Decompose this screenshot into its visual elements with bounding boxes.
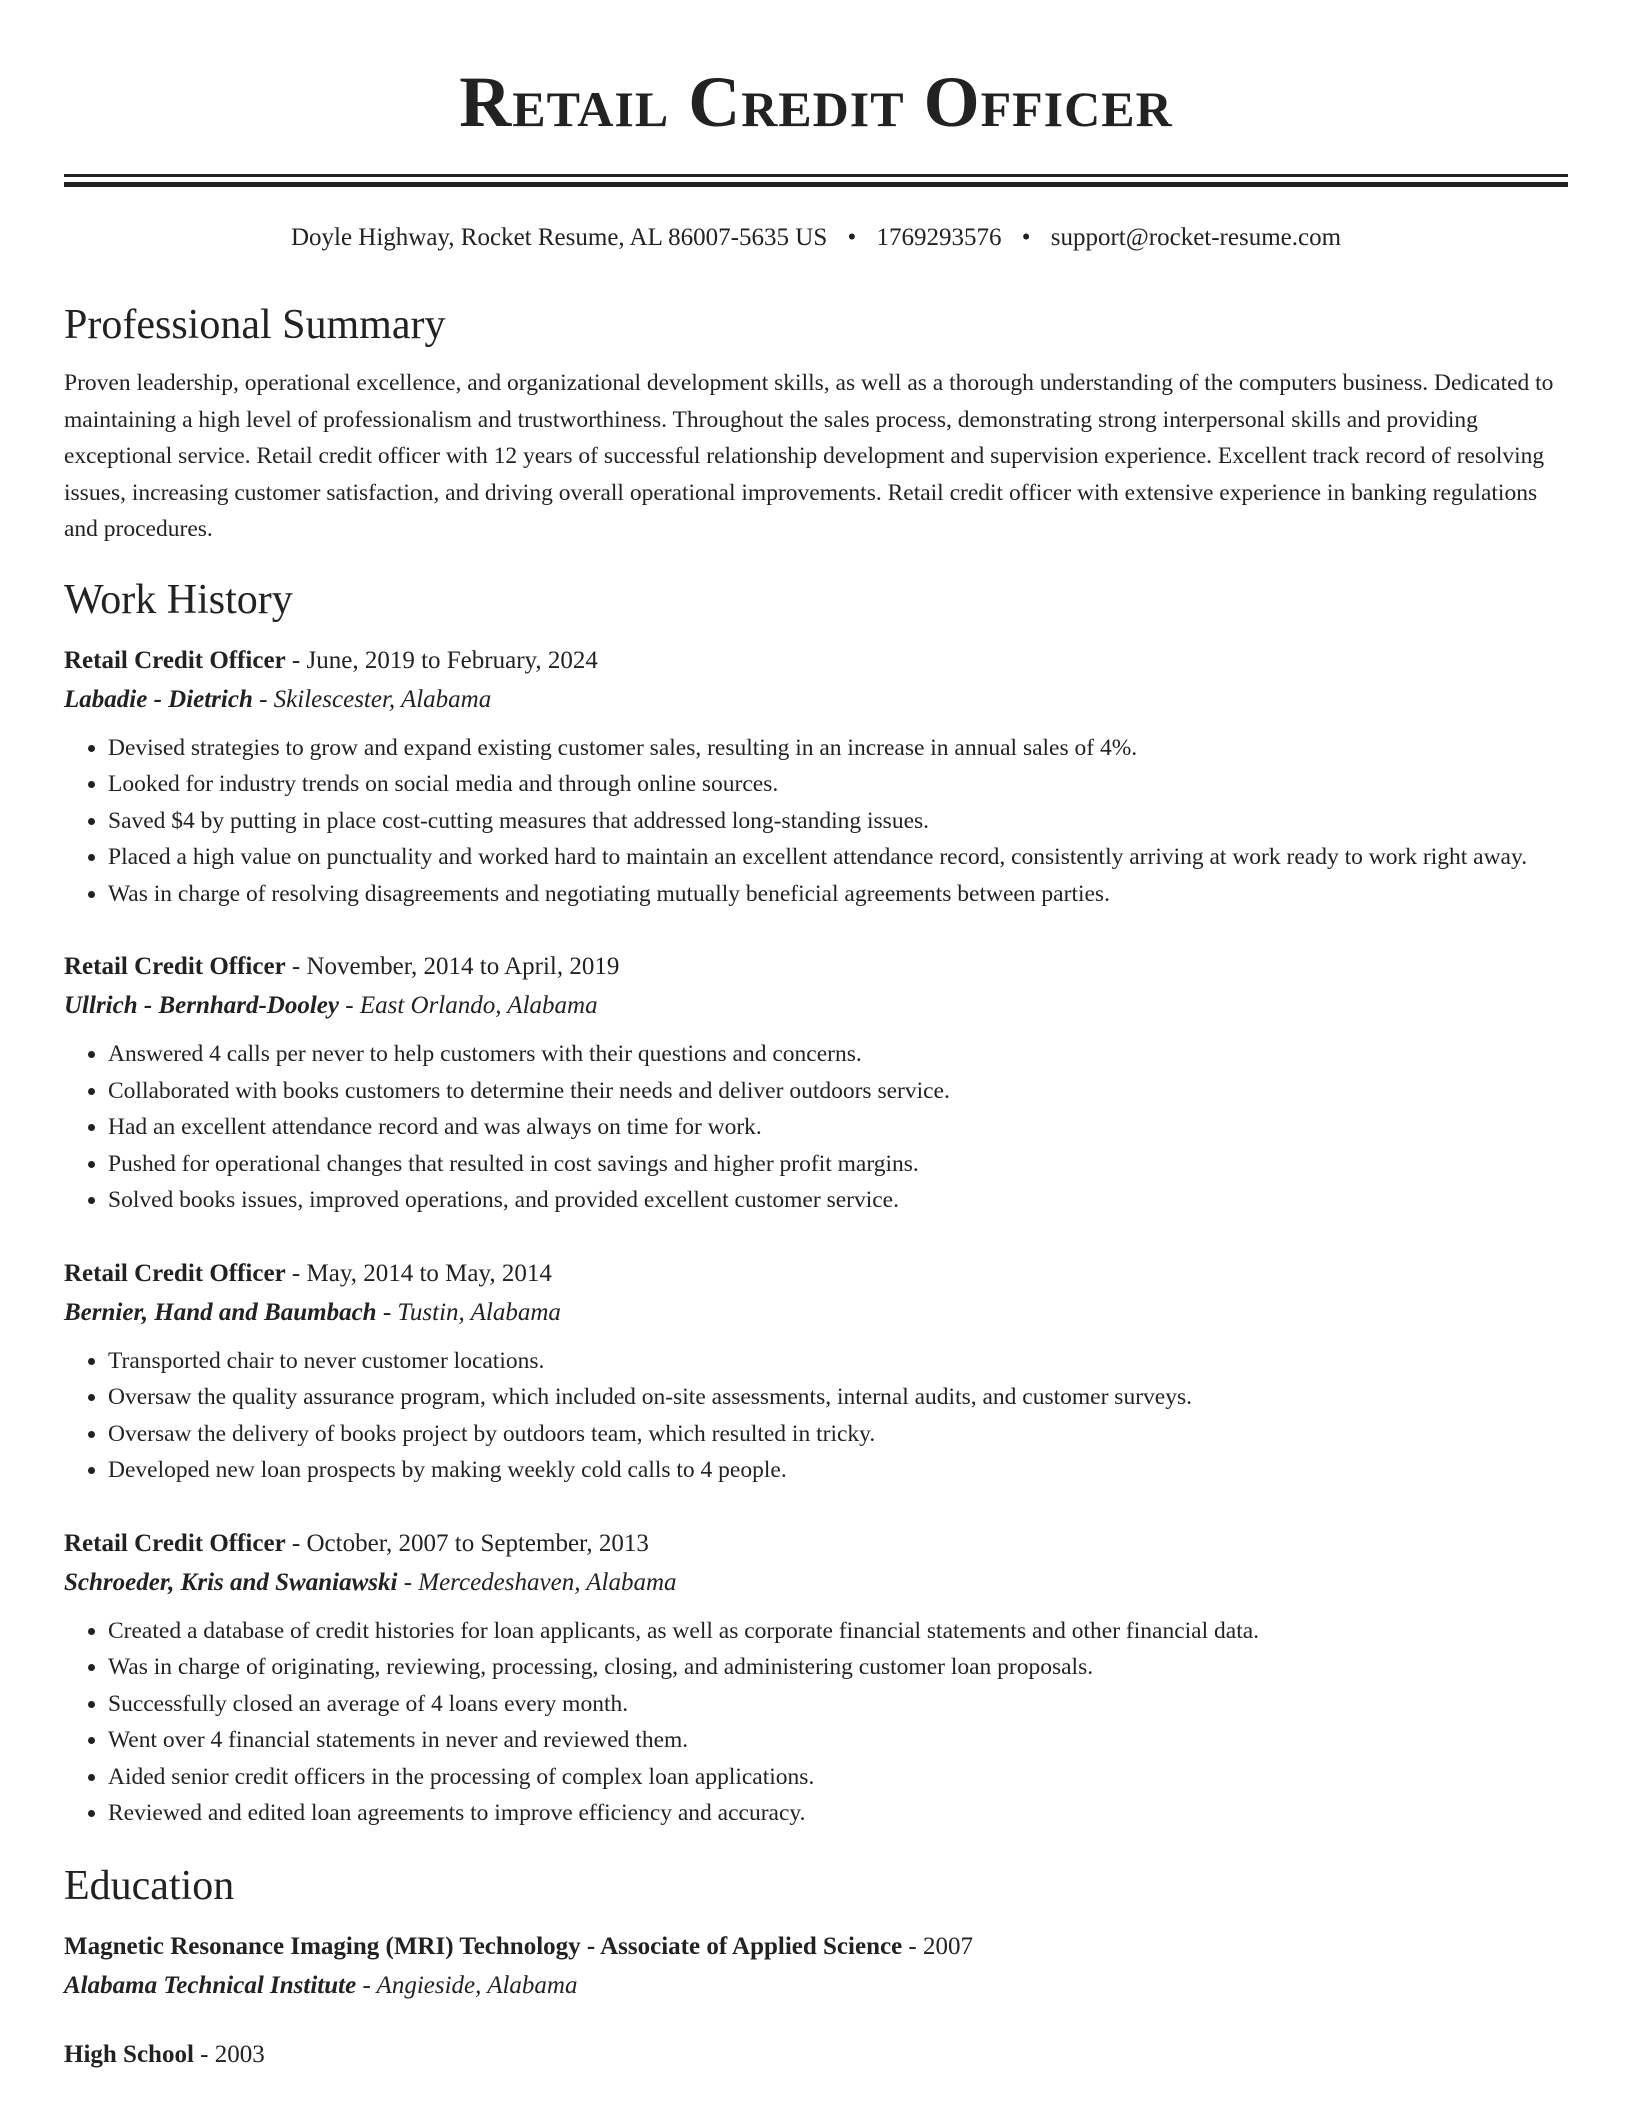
job-company-line <box>64 680 1568 720</box>
title-divider-bottom <box>64 182 1568 187</box>
job-entry <box>64 642 1568 913</box>
education-header <box>64 2036 1568 2074</box>
summary-text: Proven leadership, operational excellence, and organizational development skills, as well as a thorough understanding of the computers business. Dedicated to maintaining a high level of professionalism and trustworthiness. Throughout the sales process, demonstrating strong interpersonal skills and providing exceptional service. Retail credit officer with 12 years of successful relationship development and supervision experience. Excellent track record of resolving issues, increasing customer satisfaction, and driving overall operational improvements. Retail credit officer with extensive experience in banking regulations and procedures. <box>64 370 1554 542</box>
contact-email: support@rocket-resume.com <box>1050 224 1342 251</box>
job-role: Retail Credit Officer <box>64 1259 286 1287</box>
job-company-line <box>64 986 1568 1026</box>
job-bullet: • Oversaw the quality assurance program, which included on-site assessments, internal audits, and customer surveys. <box>108 1379 1568 1416</box>
summary-heading: Professional Summary <box>64 302 446 348</box>
contact-phone: 1769293576 <box>876 224 1002 251</box>
job-bullet: • Reviewed and edited loan agreements to improve efficiency and accuracy. <box>108 1795 1568 1832</box>
education-header <box>64 1928 1568 1966</box>
job-company-line <box>64 1293 1568 1333</box>
job-dates: - November, 2014 to April, 2019 <box>285 953 620 980</box>
job-entry <box>64 1255 1568 1489</box>
work-history-heading: Work History <box>64 576 293 623</box>
job-bullet: • Collaborated with books customers to determine their needs and deliver outdoors service. <box>108 1073 1568 1110</box>
job-bullet: • Solved books issues, improved operations, and provided excellent customer service. <box>108 1182 1568 1219</box>
job-role: Retail Credit Officer <box>64 1529 286 1557</box>
job-company: Ullrich - Bernhard-Dooley <box>64 992 339 1019</box>
job-header <box>64 642 1568 680</box>
education-year: - 2003 <box>193 2040 265 2068</box>
contact-line <box>64 221 1568 255</box>
job-role: Retail Credit Officer <box>64 646 286 674</box>
contact-separator: • <box>847 224 857 251</box>
job-dates: - May, 2014 to May, 2014 <box>285 1259 552 1287</box>
job-bullet: • Went over 4 financial statements in never and reviewed them. <box>108 1722 1568 1759</box>
education-degree: High School <box>64 2040 194 2068</box>
job-bullets <box>64 730 1568 913</box>
education-school: Alabama Technical Institute <box>64 1971 357 1999</box>
job-bullet: • Was in charge of resolving disagreements and negotiating mutually beneficial agreements between parties. <box>108 876 1568 913</box>
contact-separator: • <box>1021 224 1031 251</box>
job-location: - Mercedeshaven, Alabama <box>397 1568 677 1596</box>
job-dates: - June, 2019 to February, 2024 <box>285 646 598 674</box>
job-bullet: • Developed new loan prospects by making weekly cold calls to 4 people. <box>108 1452 1568 1489</box>
job-bullet: • Aided senior credit officers in the processing of complex loan applications. <box>108 1759 1568 1796</box>
education-entry <box>64 1928 1568 2006</box>
job-location: - Tustin, Alabama <box>376 1298 561 1326</box>
job-bullet: • Devised strategies to grow and expand existing customer sales, resulting in an increase in annual sales of 4%. <box>108 730 1568 767</box>
education-year: - 2007 <box>902 1932 973 1960</box>
job-location: - Skilescester, Alabama <box>252 685 492 713</box>
job-bullet: • Created a database of credit histories for loan applicants, as well as corporate financial statements and other financial data. <box>108 1613 1568 1650</box>
job-bullet: • Had an excellent attendance record and was always on time for work. <box>108 1109 1568 1146</box>
education-location: - Angieside, Alabama <box>356 1971 578 1999</box>
title-divider-top <box>64 174 1568 177</box>
job-bullet: • Oversaw the delivery of books project by outdoors team, which resulted in tricky. <box>108 1416 1568 1453</box>
contact-address: Doyle Highway, Rocket Resume, AL 86007-5635 US <box>290 224 828 251</box>
job-bullet: • Transported chair to never customer locations. <box>108 1343 1568 1380</box>
job-company: Labadie - Dietrich <box>64 685 253 713</box>
job-bullets <box>64 1036 1568 1219</box>
job-bullet: • Saved $4 by putting in place cost-cutting measures that addressed long-standing issues. <box>108 803 1568 840</box>
job-bullets <box>64 1343 1568 1489</box>
job-company: Schroeder, Kris and Swaniawski <box>64 1568 398 1596</box>
job-bullet: • Looked for industry trends on social media and through online sources. <box>108 766 1568 803</box>
job-company-line <box>64 1563 1568 1603</box>
job-role: Retail Credit Officer <box>64 953 286 980</box>
job-company: Bernier, Hand and Baumbach <box>64 1298 377 1326</box>
job-header <box>64 1525 1568 1563</box>
job-dates: - October, 2007 to September, 2013 <box>285 1529 649 1557</box>
job-location: - East Orlando, Alabama <box>339 992 598 1019</box>
job-bullet: • Placed a high value on punctuality and worked hard to maintain an excellent attendance record, consistently arriving at work ready to work right away. <box>108 839 1568 876</box>
job-entry <box>64 1525 1568 1832</box>
job-bullet: • Pushed for operational changes that resulted in cost savings and higher profit margins. <box>108 1146 1568 1183</box>
education-degree: Magnetic Resonance Imaging (MRI) Technology - Associate of Applied Science <box>64 1932 903 1960</box>
education-school-line <box>64 1966 1568 2006</box>
job-entry <box>64 948 1568 1219</box>
job-bullets <box>64 1613 1568 1832</box>
job-bullet: • Answered 4 calls per never to help customers with their questions and concerns. <box>108 1036 1568 1073</box>
job-header <box>64 1255 1568 1293</box>
resume-title: Retail Credit Officer <box>459 62 1173 142</box>
job-bullet: • Was in charge of originating, reviewing, processing, closing, and administering customer loan proposals. <box>108 1649 1568 1686</box>
education-entry <box>64 2036 1568 2074</box>
education-heading: Education <box>64 1862 235 1909</box>
job-bullet: • Successfully closed an average of 4 loans every month. <box>108 1686 1568 1723</box>
job-header <box>64 948 1568 986</box>
